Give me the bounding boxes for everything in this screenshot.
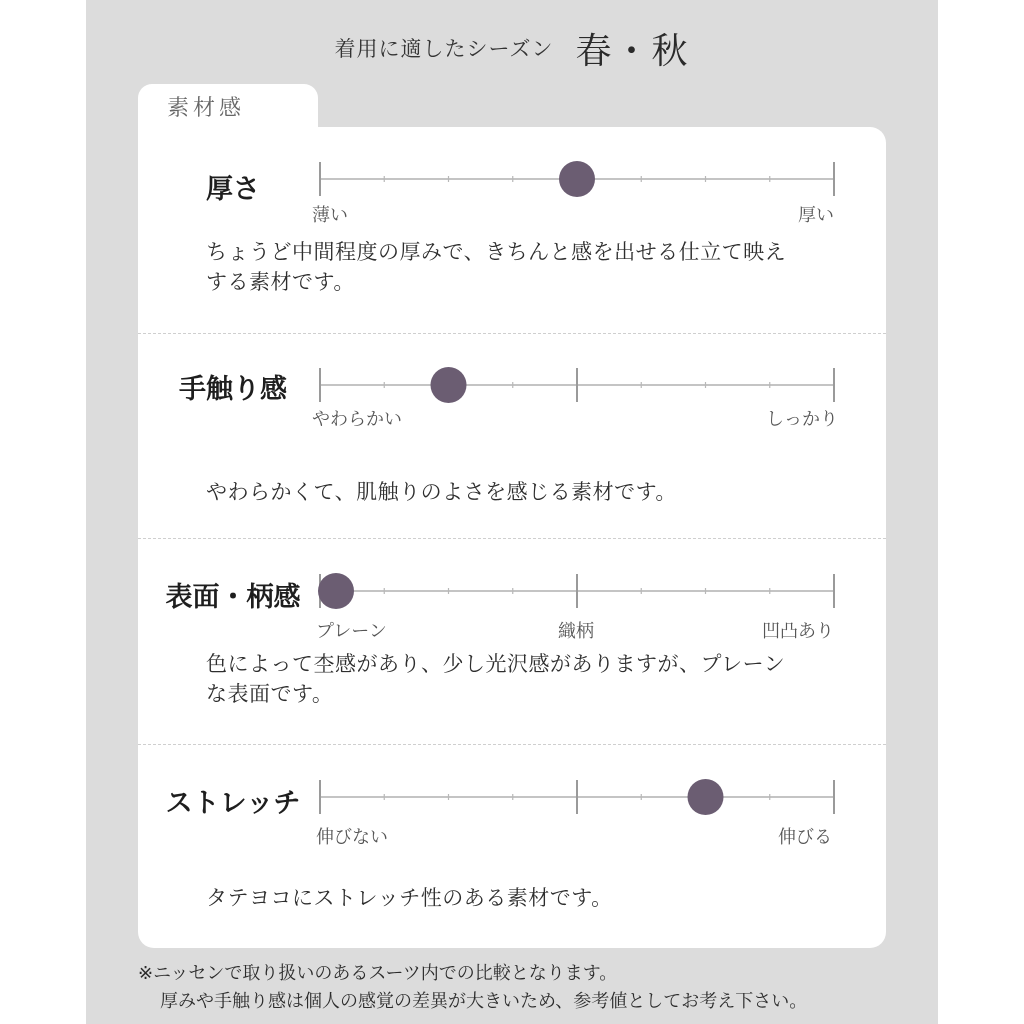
texture-description-line: やわらかくて、肌触りのよさを感じる素材です。 — [206, 480, 677, 504]
stretch-scale — [318, 779, 838, 819]
thickness-scale — [318, 161, 838, 201]
thickness-description-line: する素材です。 — [206, 270, 355, 294]
material-card — [138, 127, 886, 948]
attribute-label-thickness: 厚さ — [206, 174, 260, 205]
surface-description — [206, 649, 846, 709]
scale-marker — [688, 779, 724, 815]
attribute-label-stretch: ストレッチ — [165, 788, 301, 819]
thickness-min-label: 薄い — [312, 205, 348, 226]
scale-marker — [318, 573, 354, 609]
surface-max-label: 凹凸あり — [762, 621, 834, 642]
stretch-max-label: 伸びる — [778, 827, 832, 848]
season-value: 春・秋 — [575, 30, 690, 72]
scale-marker — [559, 161, 595, 197]
surface-mid-label: 織柄 — [558, 621, 594, 642]
section-divider — [138, 538, 886, 539]
surface-min-label: プレーン — [316, 621, 387, 642]
stretch-min-label: 伸びない — [316, 827, 388, 848]
scale-marker — [431, 367, 467, 403]
stretch-description-line: タテヨコにストレッチ性のある素材です。 — [206, 886, 613, 910]
surface-scale-graphic — [318, 573, 838, 613]
stretch-scale-graphic — [318, 779, 838, 819]
footnote-line-1: ※ニッセンで取り扱いのあるスーツ内での比較となります。 — [138, 963, 618, 984]
surface-description-line: 色によって杢感があり、少し光沢感がありますが、プレーン — [206, 652, 786, 676]
texture-scale-graphic — [318, 367, 838, 407]
attribute-label-texture: 手触り感 — [179, 374, 287, 405]
thickness-description-line: ちょうど中間程度の厚みで、きちんと感を出せる仕立て映え — [206, 240, 787, 264]
section-divider — [138, 744, 886, 745]
footnote — [138, 960, 918, 1016]
texture-min-label: やわらかい — [312, 409, 402, 430]
season-header — [86, 24, 938, 72]
stretch-description — [206, 883, 846, 913]
attribute-label-surface: 表面・柄感 — [165, 582, 301, 613]
thickness-description — [206, 237, 846, 297]
texture-scale — [318, 367, 838, 407]
texture-max-label: しっかり — [766, 409, 838, 430]
thickness-max-label: 厚い — [798, 205, 834, 226]
texture-description — [206, 477, 846, 507]
surface-scale — [318, 573, 838, 613]
surface-description-line: な表面です。 — [206, 682, 334, 706]
season-label: 着用に適したシーズン — [334, 37, 554, 61]
section-divider — [138, 333, 886, 334]
thickness-scale-graphic — [318, 161, 838, 201]
material-tab-label: 素材感 — [166, 95, 245, 121]
footnote-line-2: 厚みや手触り感は個人の感覚の差異が大きいため、参考値としてお考え下さい。 — [160, 991, 808, 1012]
